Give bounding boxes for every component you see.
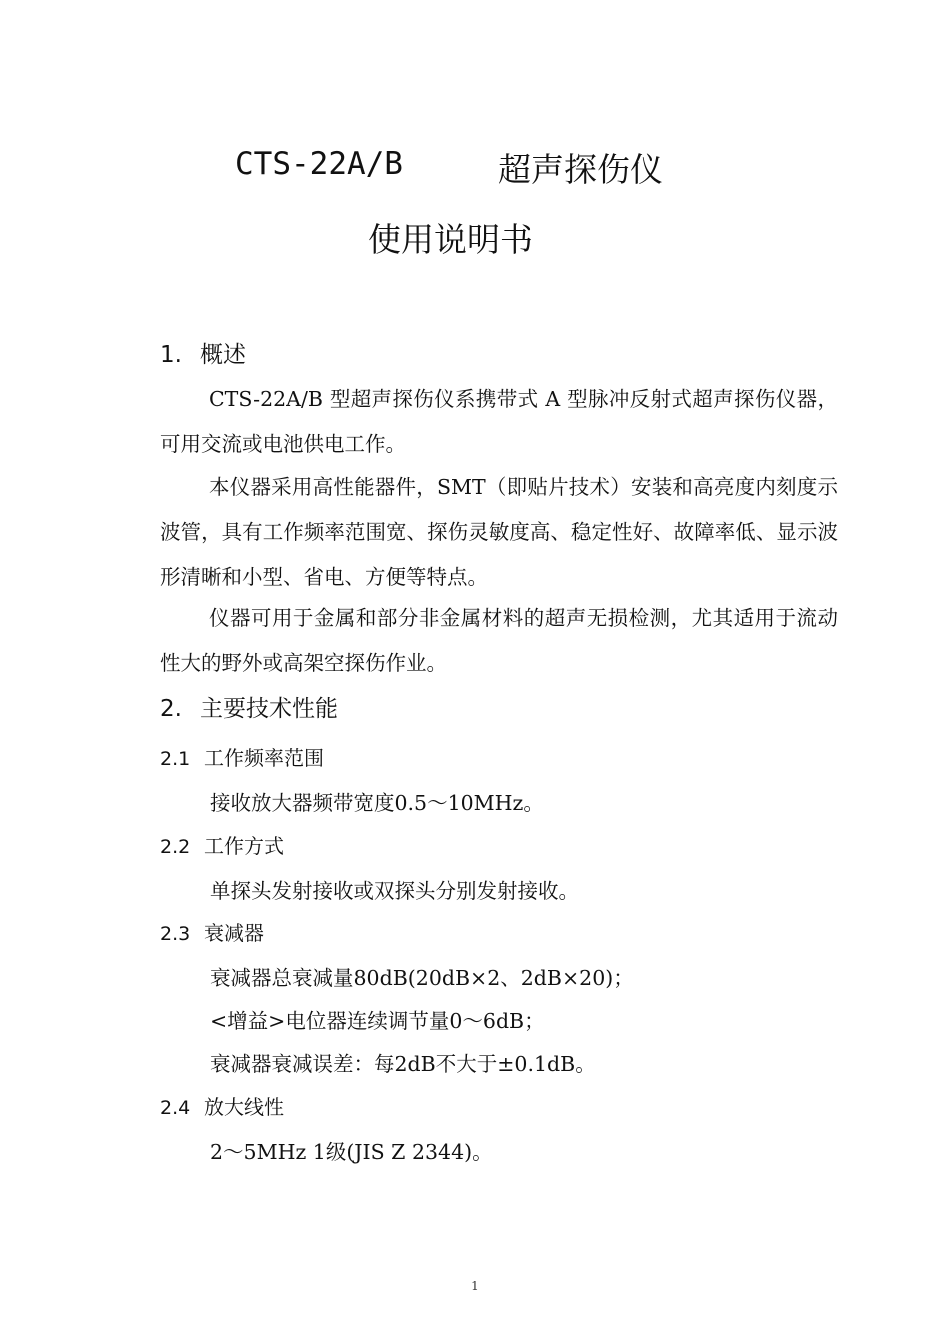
subsection-2-3-number: 2.3 <box>160 923 191 945</box>
subsection-2-1-title: 工作频率范围 <box>204 746 324 770</box>
section-1-title: 概述 <box>200 342 246 368</box>
section-2-title: 主要技术性能 <box>200 696 338 722</box>
section-1-paragraph-2: 本仪器采用高性能器件，SMT（即贴片技术）安装和高亮度内刻度示波管，具有工作频率范围宽、探伤灵敏度高、稳定性好、故障率低、显示波形清晰和小型、省电、方便等特点。 <box>160 475 838 589</box>
subsection-2-2-item-1: 单探头发射接收或双探头分别发射接收。 <box>210 879 579 903</box>
subsection-2-2-number: 2.2 <box>160 836 191 858</box>
subsection-2-3-item-3: 衰减器衰减误差：每2dB不大于±0.1dB。 <box>210 1052 596 1076</box>
subsection-2-4-heading <box>160 1091 284 1120</box>
subsection-2-2-title: 工作方式 <box>204 834 284 858</box>
document-title-name: 超声探伤仪 <box>498 150 663 189</box>
document-title-model: CTS-22A/B <box>235 146 403 182</box>
subsection-2-3-title: 衰减器 <box>204 921 264 945</box>
subsection-2-1-heading <box>160 742 324 771</box>
section-1-paragraph-3: 仪器可用于金属和部分非金属材料的超声无损检测，尤其适用于流动性大的野外或高架空探伤作业。 <box>160 606 838 675</box>
subsection-2-4-title: 放大线性 <box>204 1095 284 1119</box>
subsection-2-3-item-2: <增益>电位器连续调节量0～6dB； <box>210 1009 545 1033</box>
section-2-heading <box>160 690 338 723</box>
section-2-number: 2. <box>160 696 182 722</box>
subsection-2-2-heading <box>160 830 284 859</box>
section-1-paragraph-1: CTS-22A/B 型超声探伤仪系携带式 A 型脉冲反射式超声探伤仪器，可用交流或电池供电工作。 <box>160 387 838 456</box>
subsection-2-1-item-1: 接收放大器频带宽度0.5～10MHz。 <box>210 791 544 815</box>
subsection-2-1-number: 2.1 <box>160 748 191 770</box>
subsection-2-3-item-1: 衰减器总衰减量80dB(20dB×2、2dB×20)； <box>210 966 634 990</box>
section-1-number: 1. <box>160 342 182 368</box>
subsection-2-4-item-1: 2～5MHz 1级(JIS Z 2344)。 <box>210 1140 493 1164</box>
subsection-2-3-heading <box>160 917 264 946</box>
page-number: 1 <box>471 1279 479 1293</box>
section-1-heading <box>160 336 246 369</box>
subsection-2-4-number: 2.4 <box>160 1097 191 1119</box>
document-subtitle: 使用说明书 <box>368 220 533 259</box>
